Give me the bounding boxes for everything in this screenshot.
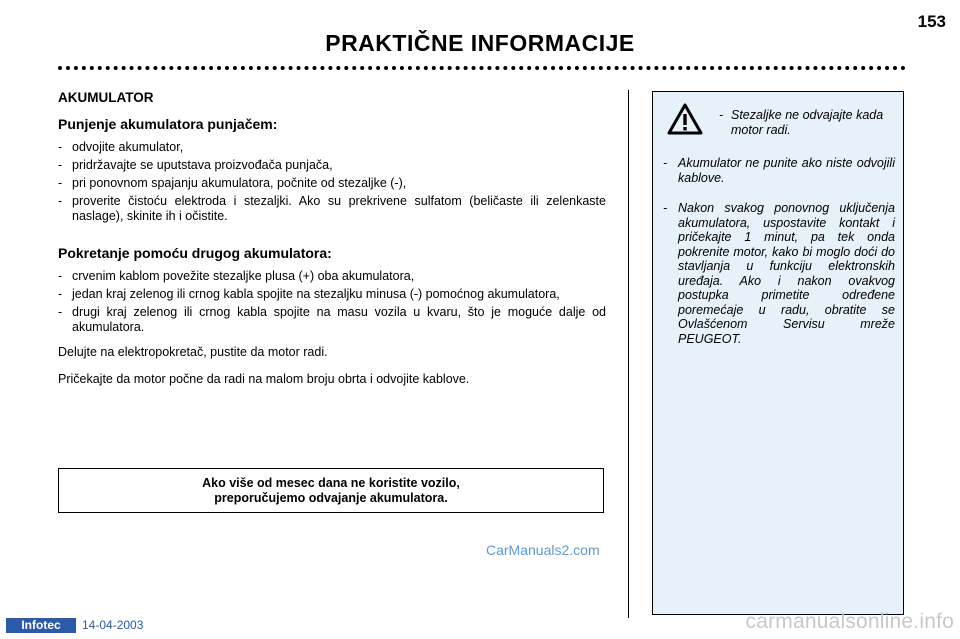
footer-date: 14-04-2003 <box>82 618 144 632</box>
infotec-logo: Infotec <box>6 618 76 633</box>
section-title: AKUMULATOR <box>58 90 154 105</box>
jump-start-paragraph: Delujte na elektropokretač, pustite da motor radi. <box>58 345 328 359</box>
warning-panel <box>652 91 904 615</box>
column-divider <box>628 90 629 618</box>
note-line: preporučujemo odvajanje akumulatora. <box>214 490 448 505</box>
list-item: - drugi kraj zelenog ili crnog kabla spojite na masu vozila u kvaru, što je moguće dalje od akumulatora. <box>58 305 606 335</box>
charging-steps <box>58 140 606 224</box>
list-item: - crvenim kablom povežite stezaljke plusa (+) oba akumulatora, <box>58 269 606 284</box>
dotted-divider <box>58 66 906 70</box>
footer-site-watermark: carmanualsonline.info <box>745 610 954 633</box>
watermark-text: CarManuals2.com <box>486 542 600 558</box>
list-item: - pridržavajte se uputstava proizvođača punjača, <box>58 158 606 173</box>
battery-section <box>58 90 606 387</box>
page-title: PRAKTIČNE INFORMACIJE <box>325 30 635 56</box>
warning-item: - Stezaljke ne odvajajte kada motor radi. <box>717 108 893 137</box>
charging-heading: Punjenje akumulatora punjačem: <box>58 116 278 132</box>
list-item: - odvojite akumulator, <box>58 140 606 155</box>
storage-note-box <box>58 468 604 513</box>
warning-item: - Nakon svakog ponovnog uključenja akumulatora, uspostavite kontakt i pričekajte 1 minut, pa tek onda pokrenite motor, kako bi moglo doći do stavljanja u funkciju elektronskih uređaja. Ako i nakon ovakvog postupka primetite određene poremećaje u radu, obratite se Ovlašćenom Servisu mreže PEUGEOT. <box>663 201 895 346</box>
jump-start-heading: Pokretanje pomoću drugog akumulatora: <box>58 245 332 261</box>
list-item: - proverite čistoću elektroda i stezaljki. Ako su prekrivene sulfatom (beličaste ili zelenkaste naslage), skinite ih i očistite. <box>58 194 606 224</box>
jump-start-steps <box>58 269 606 335</box>
jump-start-paragraph: Pričekajte da motor počne da radi na malom broju obrta i odvojite kablove. <box>58 372 470 386</box>
list-item: - pri ponovnom spajanju akumulatora, počnite od stezaljke (-), <box>58 176 606 191</box>
note-line: Ako više od mesec dana ne koristite vozilo, <box>202 475 460 490</box>
page-number: 153 <box>917 12 946 31</box>
list-item: - jedan kraj zelenog ili crnog kabla spojite na stezaljku minusa (-) pomoćnog akumulatora, <box>58 287 606 302</box>
warning-triangle-icon <box>667 102 703 136</box>
warning-item: - Akumulator ne punite ako niste odvojili kablove. <box>663 156 895 185</box>
warning-list <box>663 156 895 362</box>
